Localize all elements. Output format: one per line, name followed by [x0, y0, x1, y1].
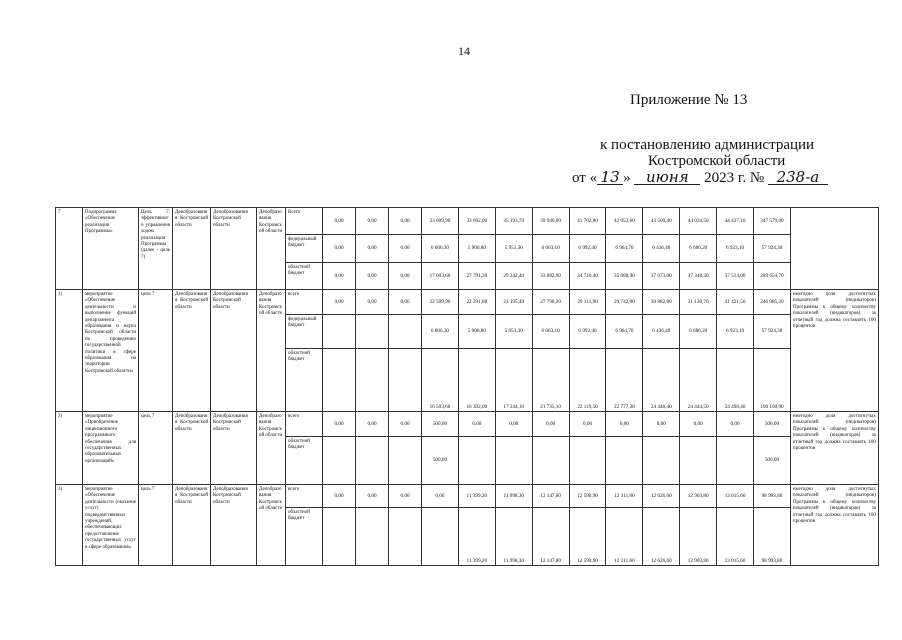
funding-source: областной бюджет [286, 349, 323, 412]
amount-cell [356, 508, 389, 566]
amount-cell: 12 590,90 [569, 485, 606, 508]
amount-cell: 289 654,70 [754, 263, 791, 290]
amount-cell: 33 882,90 [532, 263, 569, 290]
amount-cell: 35 193,70 [495, 208, 532, 235]
amount-cell: 0,00 [495, 412, 532, 437]
amount-cell: 0,00 [356, 290, 389, 315]
amount-cell: 0,00 [680, 412, 717, 437]
amount-cell: 6 436,40 [643, 315, 680, 349]
co-executor: Депобразования Костромской области [211, 485, 257, 566]
amount-cell: 0,00 [323, 412, 356, 437]
amount-cell: 500,00 [422, 412, 459, 437]
amount-cell: 0,00 [356, 412, 389, 437]
executor: Депобразования Костромской области [173, 412, 211, 485]
amount-cell: 0,00 [356, 263, 389, 290]
amount-cell: 500,00 [754, 412, 791, 437]
amount-cell: 29 242,40 [495, 263, 532, 290]
amount-cell [717, 437, 754, 485]
amount-cell [356, 437, 389, 485]
amount-cell: 0,00 [389, 412, 422, 437]
amount-cell: 31 421,50 [717, 290, 754, 315]
amount-cell: 12 903,80 [680, 508, 717, 566]
amount-cell: 0,00 [356, 485, 389, 508]
amount-cell: 0,00 [643, 412, 680, 437]
amount-cell [532, 437, 569, 485]
amount-cell: 0,00 [606, 412, 643, 437]
funding-source: областной бюджет [286, 437, 323, 485]
amount-cell: 0,00 [323, 208, 356, 235]
amount-cell: 6 964,70 [606, 235, 643, 263]
amount-cell: 6 923,10 [717, 315, 754, 349]
co-executor: Депобразования Костромской области [211, 290, 257, 412]
goal: цель 7 [139, 485, 173, 566]
amount-cell: 11 399,20 [458, 508, 495, 566]
amount-cell: 500,00 [754, 437, 791, 485]
amount-cell: 6 063,10 [532, 315, 569, 349]
amount-cell: 190 160,90 [754, 349, 791, 412]
amount-cell: 44 034,50 [680, 208, 717, 235]
amount-cell: 43 509,40 [643, 208, 680, 235]
amount-cell: 12 311,60 [606, 485, 643, 508]
amount-cell: 23 195,40 [495, 290, 532, 315]
amount-cell [323, 437, 356, 485]
funding-source: всего [286, 290, 323, 315]
amount-cell: 6 923,10 [717, 235, 754, 263]
amount-cell: 27 791,20 [458, 263, 495, 290]
expected-result-note: ежегодно доля достигнутых показателей (индикаторов) Программы к общему количеству показателей (индикаторов) за отчетный год должна составлять 100 процентов [790, 485, 878, 566]
amount-cell: 30 882,80 [643, 290, 680, 315]
executor: Депобразования Костромской области [173, 290, 211, 412]
amount-cell: 347 579,00 [754, 208, 791, 235]
amount-cell: 6 992,40 [569, 235, 606, 263]
amount-cell [389, 315, 422, 349]
amount-cell: 24 498,40 [717, 349, 754, 412]
funding-source: федеральный бюджет [286, 235, 323, 263]
amount-cell: 11 998,30 [495, 485, 532, 508]
participant: Депобразования Костромской области [257, 485, 286, 566]
amount-cell [643, 437, 680, 485]
amount-cell: 33 692,00 [458, 208, 495, 235]
amount-cell: 24 446,40 [643, 349, 680, 412]
amount-cell: 0,00 [323, 235, 356, 263]
amount-cell: 22 119,50 [569, 349, 606, 412]
amount-cell [323, 349, 356, 412]
expected-result-note: ежегодно доля достигнутых показателей (индикаторов) Программы к общему количеству показателей (индикаторов) за отчетный год должна составлять 100 процентов [790, 412, 878, 485]
amount-cell: 0,00 [389, 290, 422, 315]
amount-cell [458, 437, 495, 485]
amount-cell: 6 006,30 [422, 315, 459, 349]
amount-cell: 21 735,10 [532, 349, 569, 412]
amount-cell: 0,00 [458, 412, 495, 437]
region-line: Костромской области [648, 153, 786, 169]
date-mid: » [623, 170, 631, 186]
amount-cell: 31 130,70 [680, 290, 717, 315]
expected-result-note [790, 208, 878, 290]
amount-cell [495, 437, 532, 485]
table-row [56, 412, 879, 437]
amount-cell: 0,00 [389, 208, 422, 235]
amount-cell: 27 798,20 [532, 290, 569, 315]
amount-cell: 0,00 [389, 485, 422, 508]
amount-cell: 0,00 [356, 208, 389, 235]
amount-cell: 500,00 [422, 437, 459, 485]
amount-cell: 0,00 [323, 290, 356, 315]
table-row [56, 290, 879, 315]
funding-source: областной бюджет [286, 508, 323, 566]
amount-cell [323, 508, 356, 566]
expected-result-note: ежегодно доля достигнутых показателей (индикаторов) Программы к общему количеству показателей (индикаторов) за отчетный год должна составлять 100 процентов [790, 290, 878, 412]
amount-cell: 11 399,20 [458, 485, 495, 508]
activity-name: мероприятие «Обеспечение деятельности и выполнение функций департамента образования и науки Костромской области по проведению государственной политики в сфере образования на территории Костромской области» [83, 290, 139, 412]
amount-cell [389, 437, 422, 485]
day-handwritten: 13 [597, 170, 623, 185]
participant: Депобразования Костромской области [257, 412, 286, 485]
amount-cell: 0,00 [356, 235, 389, 263]
amount-cell: 17 003,60 [422, 263, 459, 290]
amount-cell: 41 702,80 [569, 208, 606, 235]
funding-source: федеральный бюджет [286, 315, 323, 349]
amount-cell: 17 244,10 [495, 349, 532, 412]
month-handwritten: июня [634, 170, 700, 185]
amount-cell: 6 964,70 [606, 315, 643, 349]
amount-cell: 12 903,80 [680, 485, 717, 508]
activity-name: мероприятие «Приобретение лицензионного программного обеспечения для государственных образовательных организаций» [83, 412, 139, 485]
activity-name: Подпрограмма «Обеспечение реализации Программы» [83, 208, 139, 290]
amount-cell: 0,00 [569, 412, 606, 437]
amount-cell: 5 900,80 [458, 235, 495, 263]
doc-number-handwritten: 238-а [768, 170, 828, 185]
amount-cell: 57 924,30 [754, 235, 791, 263]
amount-cell: 98 993,80 [754, 508, 791, 566]
date-line [572, 170, 828, 187]
amount-cell: 6 686,20 [680, 235, 717, 263]
amount-cell: 0,00 [422, 485, 459, 508]
amount-cell: 37 348,30 [680, 263, 717, 290]
executor: Депобразования Костромской области [173, 485, 211, 566]
amount-cell: 44 437,10 [717, 208, 754, 235]
row-number: 2) [56, 412, 83, 485]
funding-source: областной бюджет [286, 263, 323, 290]
page-number: 14 [458, 44, 470, 58]
amount-cell: 98 993,80 [754, 485, 791, 508]
amount-cell: 22 777,30 [606, 349, 643, 412]
amount-cell: 16 503,60 [422, 349, 459, 412]
amount-cell: 12 147,80 [532, 485, 569, 508]
amount-cell: 24 444,50 [680, 349, 717, 412]
amount-cell: 0,00 [323, 485, 356, 508]
amount-cell: 12 626,60 [643, 485, 680, 508]
amount-cell: 37 073,00 [643, 263, 680, 290]
amount-cell: 39 946,00 [532, 208, 569, 235]
amount-cell: 246 085,20 [754, 290, 791, 315]
executor: Депобразования Костромской области [173, 208, 211, 290]
amount-cell: 12 590,90 [569, 508, 606, 566]
participant: Депобразования Костромской области [257, 290, 286, 412]
amount-cell: 35 088,90 [606, 263, 643, 290]
amount-cell: 0,00 [389, 263, 422, 290]
activity-name: мероприятие «Обеспечение деятельности (оказание услуг) подведомственных учреждений, обеспечивающих предоставление государственных услуг в сфере образования» [83, 485, 139, 566]
amount-cell: 34 710,40 [569, 263, 606, 290]
funding-source: Всего [286, 208, 323, 235]
amount-cell: 12 311,60 [606, 508, 643, 566]
amount-cell: 0,00 [717, 412, 754, 437]
amount-cell: 12 147,80 [532, 508, 569, 566]
amount-cell [569, 437, 606, 485]
amount-cell: 6 992,40 [569, 315, 606, 349]
resolution-line: к постановлению администрации [600, 137, 815, 153]
amount-cell: 6 063,10 [532, 235, 569, 263]
amount-cell: 42 053,60 [606, 208, 643, 235]
amount-cell: 6 436,40 [643, 235, 680, 263]
amount-cell: 6 686,20 [680, 315, 717, 349]
amount-cell: 16 392,00 [458, 349, 495, 412]
amount-cell [389, 349, 422, 412]
amount-cell: 5 900,80 [458, 315, 495, 349]
amount-cell: 22 509,90 [422, 290, 459, 315]
amount-cell: 13 015,60 [717, 508, 754, 566]
amount-cell [356, 349, 389, 412]
amount-cell: 29 742,00 [606, 290, 643, 315]
row-number: 7 [56, 208, 83, 290]
amount-cell [389, 508, 422, 566]
amount-cell: 12 626,60 [643, 508, 680, 566]
co-executor: Депобразования Костромской области [211, 208, 257, 290]
goal: цель 7 [139, 412, 173, 485]
funding-source: всего [286, 485, 323, 508]
table-row [56, 485, 879, 508]
amount-cell: 6 006,30 [422, 235, 459, 263]
row-number: 1) [56, 290, 83, 412]
year-number-label: 2023 г. № [704, 170, 765, 186]
date-prefix: от « [572, 170, 598, 186]
table-row [56, 208, 879, 235]
appendix-title: Приложение № 13 [630, 92, 748, 108]
amount-cell: 13 015,60 [717, 485, 754, 508]
amount-cell [422, 508, 459, 566]
amount-cell [680, 437, 717, 485]
amount-cell: 11 998,30 [495, 508, 532, 566]
amount-cell: 5 951,30 [495, 315, 532, 349]
co-executor: Депобразования Костромской области [211, 412, 257, 485]
amount-cell: 57 924,30 [754, 315, 791, 349]
amount-cell: 23 009,90 [422, 208, 459, 235]
funding-source: всего [286, 412, 323, 437]
row-number: 3) [56, 485, 83, 566]
amount-cell [606, 437, 643, 485]
goal: цель 7 [139, 290, 173, 412]
amount-cell: 0,00 [323, 263, 356, 290]
amount-cell: 29 111,90 [569, 290, 606, 315]
amount-cell: 0,00 [532, 412, 569, 437]
amount-cell: 5 951,30 [495, 235, 532, 263]
amount-cell: 37 514,00 [717, 263, 754, 290]
amount-cell: 22 291,80 [458, 290, 495, 315]
goal: Цель 7: эффективного управления ходом реализации Программы (далее - цель 7) [139, 208, 173, 290]
participant: Депобразования Костромской области [257, 208, 286, 290]
program-table [55, 207, 879, 566]
amount-cell: 0,00 [389, 235, 422, 263]
amount-cell [323, 315, 356, 349]
amount-cell [356, 315, 389, 349]
